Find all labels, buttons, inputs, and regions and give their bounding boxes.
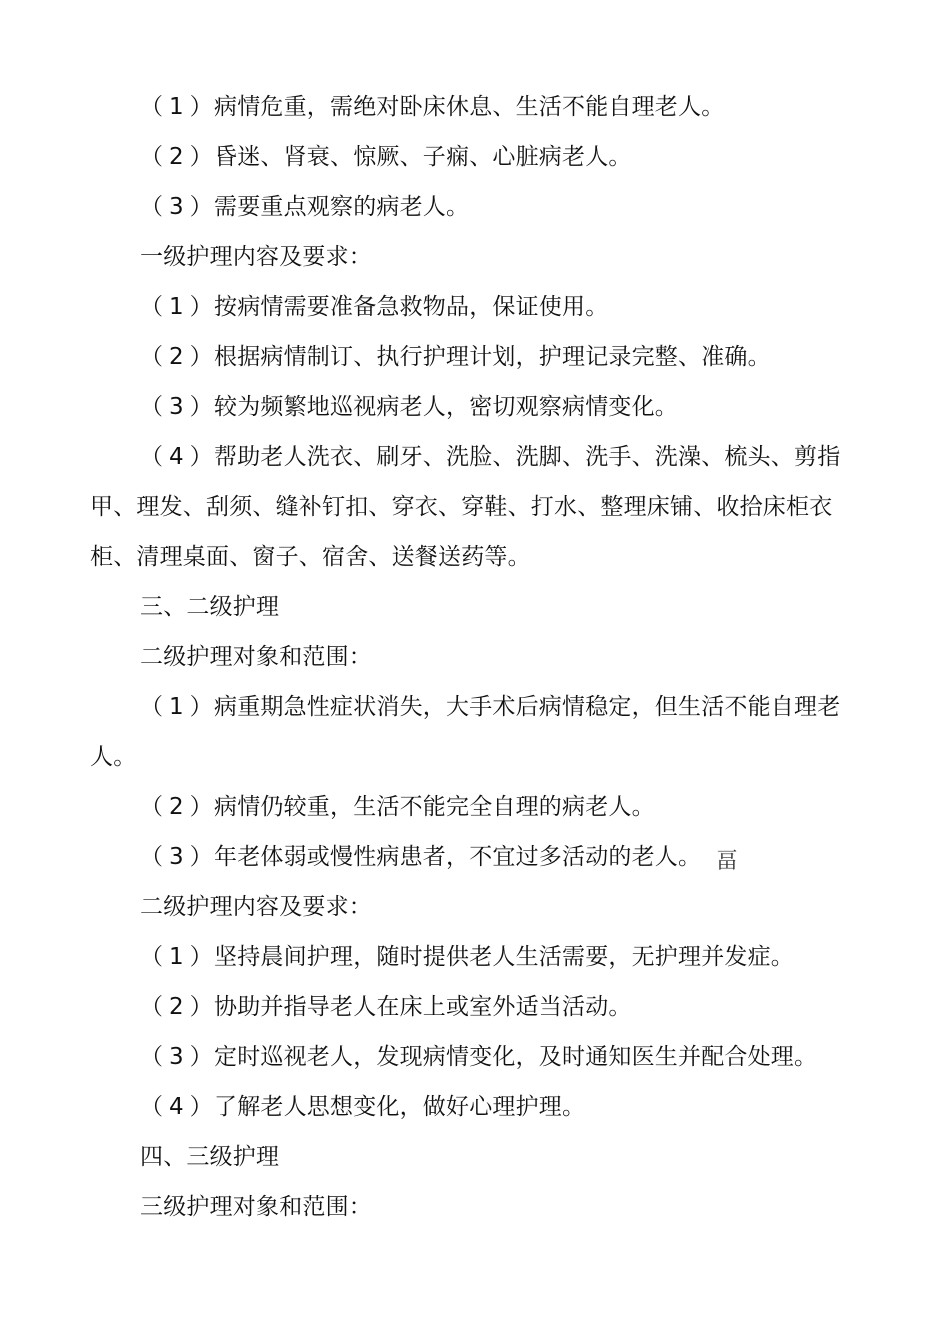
section-heading [140,892,372,922]
line-text: 根据病情制订、执行护理计划，护理记录完整、准确。 [214,344,771,370]
line-text: 二级护理对象和范围： [140,644,372,670]
section-heading [140,242,372,272]
item-number: （2） [140,144,219,170]
line-text: 了解老人思想变化，做好心理护理。 [214,1094,586,1120]
line-text: 需要重点观察的病老人。 [214,194,470,220]
text-line [140,1042,817,1072]
text-line [140,442,840,472]
line-text: 定时巡视老人，发现病情变化，及时通知医生并配合处理。 [214,1044,818,1070]
item-number: （3） [140,1044,219,1070]
text-line-continuation [90,492,832,522]
text-line [140,842,701,872]
line-text: 柜、清理桌面、窗子、宿舍、送餐送药等。 [90,544,531,570]
item-number: （1） [140,294,219,320]
line-text: 较为频繁地巡视病老人，密切观察病情变化。 [214,394,678,420]
line-text: 二级护理内容及要求： [140,894,372,920]
item-number: （3） [140,194,219,220]
item-number: （1） [140,94,219,120]
item-number: （1） [140,694,219,720]
section-heading [140,1142,279,1172]
text-line [140,992,632,1022]
line-text: 三、二级护理 [140,594,280,620]
text-line [140,392,678,422]
text-line [140,192,469,222]
item-number: （3） [140,394,219,420]
section-heading [140,1192,372,1222]
item-number: （4） [140,444,219,470]
item-number: （3） [140,844,219,870]
line-text: 四、三级护理 [140,1144,280,1170]
item-number: （2） [140,794,219,820]
item-number: （4） [140,1094,219,1120]
item-number: （2） [140,344,219,370]
line-text: 坚持晨间护理，随时提供老人生活需要，无护理并发症。 [214,944,794,970]
line-text: 甲、理发、刮须、缝补钉扣、穿衣、穿鞋、打水、整理床铺、收拾床柜衣 [90,494,833,520]
line-text: 按病情需要准备急救物品，保证使用。 [214,294,609,320]
line-text: 昏迷、肾衰、惊厥、子痫、心脏病老人。 [214,144,632,170]
text-line [140,692,840,722]
stray-mark: 畐 [716,849,739,874]
text-line-continuation [90,742,136,772]
text-line [140,942,794,972]
line-text: 协助并指导老人在床上或室外适当活动。 [214,994,632,1020]
line-text: 病情危重，需绝对卧床休息、生活不能自理老人。 [214,94,725,120]
line-text: 病重期急性症状消失，大手术后病情稳定，但生活不能自理老 [214,694,841,720]
text-line-continuation [90,542,531,572]
line-text: 人。 [90,744,137,770]
text-line [140,142,632,172]
item-number: （2） [140,994,219,1020]
text-line [140,1092,585,1122]
line-text: 一级护理内容及要求： [140,244,372,270]
text-line [140,92,724,122]
line-text: 年老体弱或慢性病患者，不宜过多活动的老人。 [214,844,702,870]
section-heading [140,592,279,622]
section-heading [140,642,372,672]
text-line [140,792,655,822]
text-line [140,292,608,322]
text-line [140,342,771,372]
item-number: （1） [140,944,219,970]
line-text: 三级护理对象和范围： [140,1194,372,1220]
line-text: 病情仍较重，生活不能完全自理的病老人。 [214,794,655,820]
line-text: 帮助老人洗衣、刷牙、洗脸、洗脚、洗手、洗澡、梳头、剪指 [214,444,841,470]
